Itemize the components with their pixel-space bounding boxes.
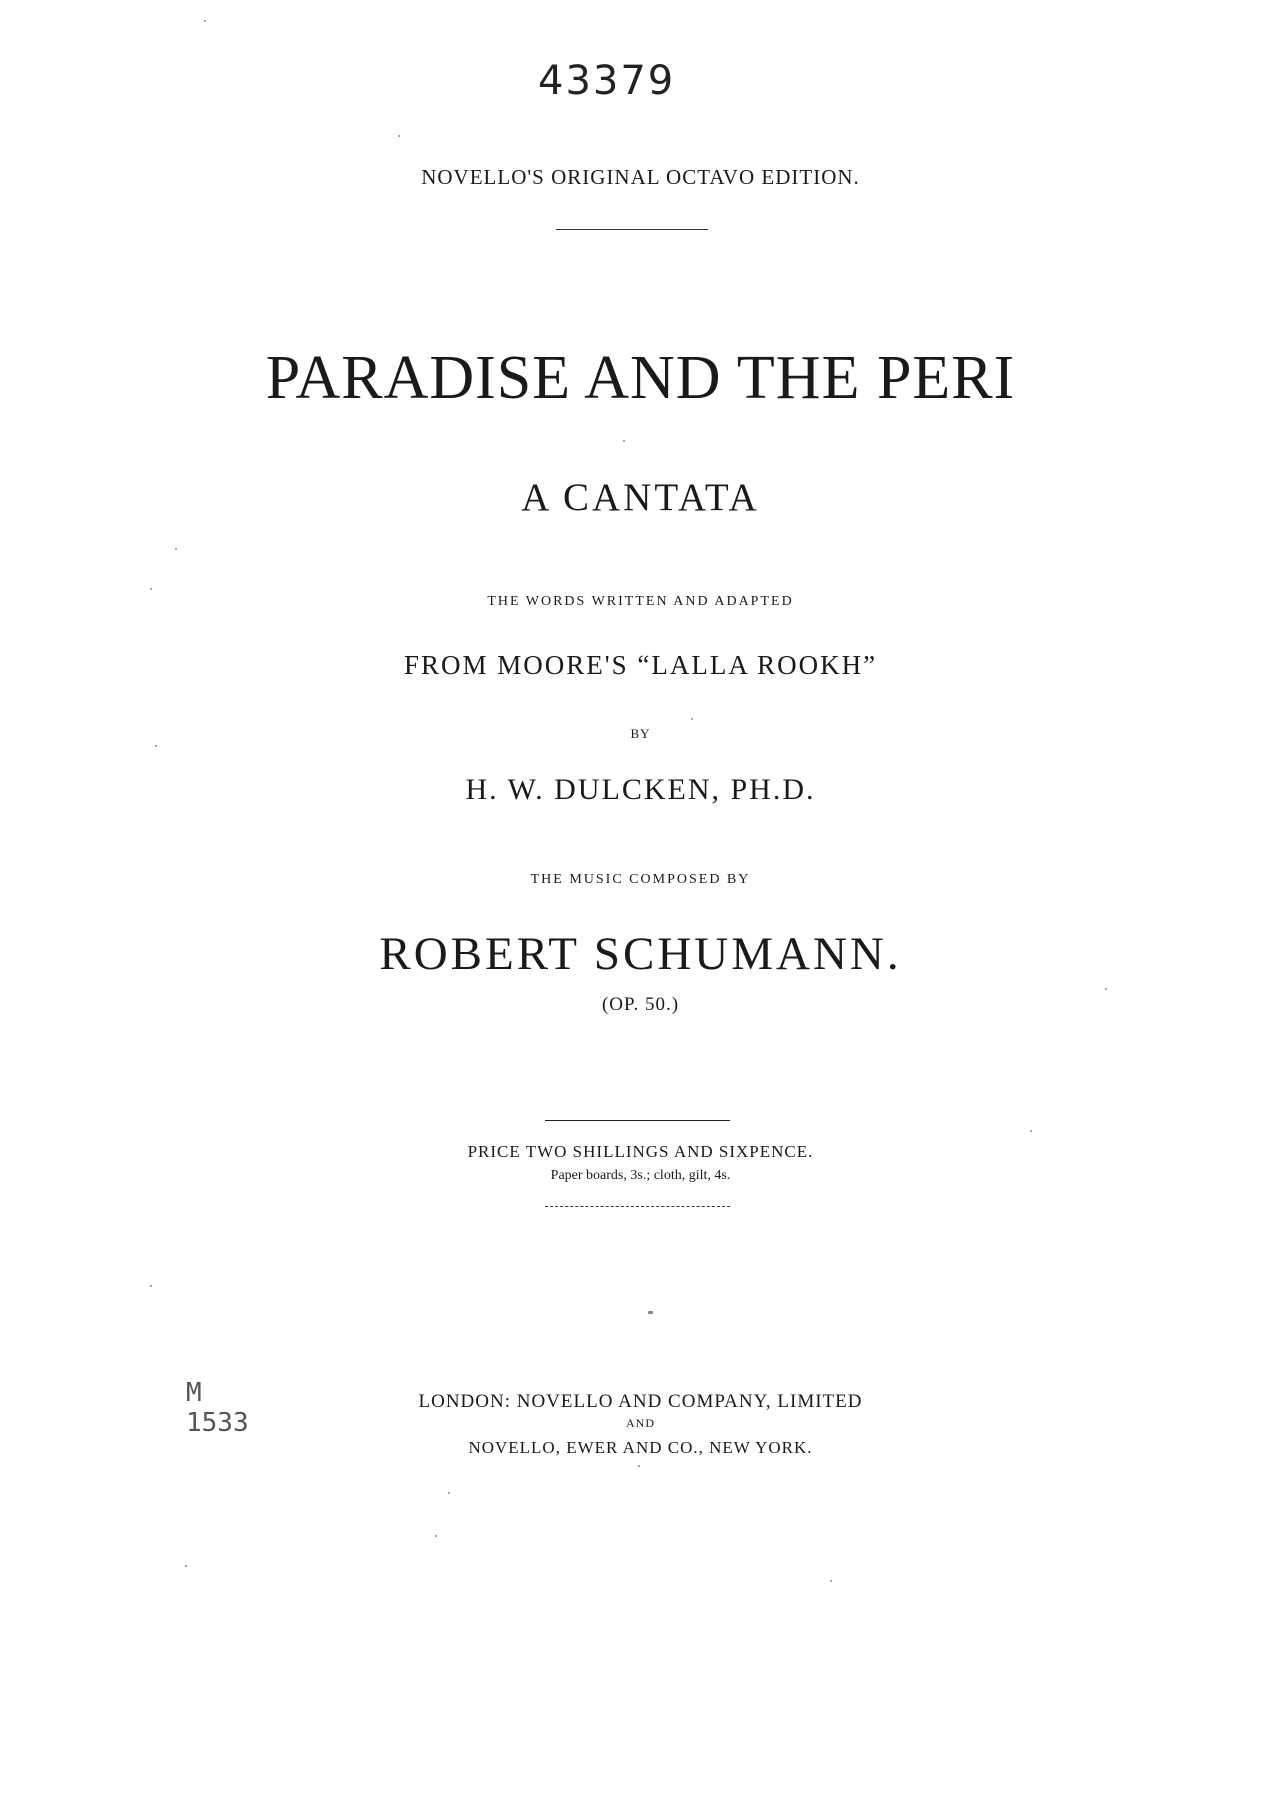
music-line: THE MUSIC COMPOSED BY — [530, 872, 751, 887]
rule-price-top — [545, 1120, 730, 1121]
rule-top — [556, 229, 708, 230]
scan-speck — [638, 1465, 640, 1467]
rule-price-bottom — [545, 1206, 730, 1207]
series-line: NOVELLO'S ORIGINAL OCTAVO EDITION. — [421, 165, 860, 189]
scan-speck — [830, 1580, 832, 1582]
accession-number: 43379 — [538, 58, 676, 104]
by-line: BY — [630, 726, 651, 741]
publisher-line-2: NOVELLO, EWER AND CO., NEW YORK. — [468, 1438, 813, 1457]
publisher-line-1: LONDON: NOVELLO AND COMPANY, LIMITED — [418, 1391, 863, 1412]
source-line: FROM MOORE'S “LALLA ROOKH” — [403, 650, 878, 680]
scan-speck — [448, 1492, 450, 1494]
price-detail: Paper boards, 3s.; cloth, gilt, 4s. — [550, 1168, 731, 1183]
scan-speck — [398, 135, 400, 137]
speck-mark — [648, 1311, 653, 1314]
library-call-number-stamp: M 1533 — [186, 1378, 249, 1438]
scan-speck — [691, 718, 693, 720]
composer: ROBERT SCHUMANN. — [379, 928, 902, 980]
title: PARADISE AND THE PERI — [265, 344, 1016, 412]
scan-speck — [150, 1285, 152, 1287]
subtitle: A CANTATA — [521, 476, 760, 519]
scan-speck — [175, 548, 177, 550]
scan-speck — [1030, 1130, 1032, 1132]
scan-speck — [623, 440, 625, 442]
scan-speck — [185, 1565, 187, 1567]
scan-speck — [155, 745, 157, 747]
scan-speck — [435, 1535, 437, 1537]
scan-speck — [150, 588, 152, 590]
scan-speck — [204, 20, 206, 22]
scan-speck — [1105, 988, 1107, 990]
price-line: PRICE TWO SHILLINGS AND SIXPENCE. — [467, 1142, 814, 1161]
publisher-and: AND — [626, 1416, 655, 1430]
author: H. W. DULCKEN, PH.D. — [465, 773, 816, 806]
words-line: THE WORDS WRITTEN AND ADAPTED — [487, 594, 794, 609]
opus: (OP. 50.) — [601, 994, 680, 1015]
